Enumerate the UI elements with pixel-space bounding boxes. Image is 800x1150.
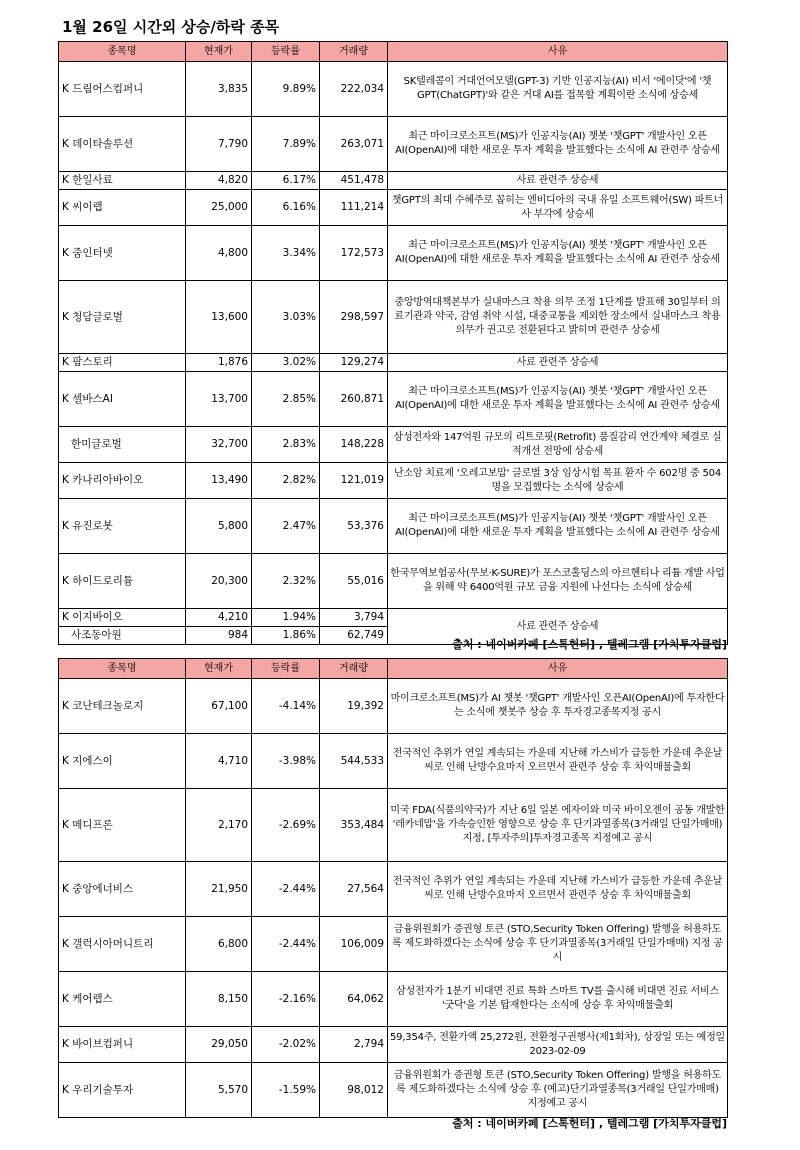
trade-volume: 222,034 [320, 62, 388, 117]
reason-text: 한국무역보험공사(무보·K-SURE)가 포스코홀딩스의 아르헨티나 리튬 개발 사업을 위해 약 6400억원 규모 금융 지원에 나선다는 소식에 상승세 [388, 554, 728, 609]
current-price: 29,050 [186, 1027, 252, 1063]
source-credit: 출처 : 네이버카페 [스톡헌터] , 텔레그램 [가치투자클럽] [452, 1117, 727, 1130]
trade-volume: 263,071 [320, 117, 388, 172]
page-title: 1월 26일 시간외 상승/하락 종목 [62, 18, 280, 36]
current-price: 6,800 [186, 917, 252, 972]
table-row [59, 62, 728, 117]
reason-text: 최근 마이크로소프트(MS)가 인공지능(AI) 챗봇 '챗GPT' 개발사인 오픈AI(OpenAI)에 대한 새로운 투자 계획을 발표했다는 소식에 AI 관련주 상승세 [388, 117, 728, 172]
reason-text: 삼성전자와 147억원 규모의 리트로핏(Retrofit) 품질감리 연간계약 체결로 실적개선 전망에 상승세 [388, 427, 728, 463]
table-row [59, 499, 728, 554]
trade-volume: 298,597 [320, 281, 388, 354]
trade-volume: 172,573 [320, 226, 388, 281]
change-rate: -2.44% [252, 917, 320, 972]
current-price: 13,490 [186, 463, 252, 499]
header-name: 종목명 [59, 42, 186, 62]
table-row [59, 1063, 728, 1118]
stock-name: 한미글로벌 [59, 427, 186, 463]
table-row [59, 789, 728, 862]
stock-name: K 한일사료 [59, 172, 186, 190]
change-rate: 9.89% [252, 62, 320, 117]
header-reason: 사유 [388, 659, 728, 679]
reason-text: 금융위원회가 증권형 토큰 (STO,Security Token Offering) 발행을 허용하도록 제도화하겠다는 소식에 상승 후 단기과열종목(3거래일 단일가매매) 지정 공시 [388, 917, 728, 972]
trade-volume: 2,794 [320, 1027, 388, 1063]
reason-text: 사료 관련주 상승세 [388, 172, 728, 190]
stock-name: K 갤럭시아머니트리 [59, 917, 186, 972]
trade-volume: 64,062 [320, 972, 388, 1027]
header-volume: 거래량 [320, 42, 388, 62]
stock-name: K 데이타솔루션 [59, 117, 186, 172]
trade-volume: 106,009 [320, 917, 388, 972]
reason-text: 삼성전자가 1분기 비대면 진료 특화 스마트 TV를 출시해 비대면 진료 서비스 '굿닥'을 기본 탑재한다는 소식에 상승 후 차익매물출회 [388, 972, 728, 1027]
stock-name: K 케어랩스 [59, 972, 186, 1027]
table-row [59, 463, 728, 499]
trade-volume: 55,016 [320, 554, 388, 609]
current-price: 3,835 [186, 62, 252, 117]
table-row [59, 281, 728, 354]
reason-text: 최근 마이크로소프트(MS)가 인공지능(AI) 챗봇 '챗GPT' 개발사인 오픈AI(OpenAI)에 대한 새로운 투자 계획을 발표했다는 소식에 AI 관련주 상승세 [388, 226, 728, 281]
stock-name: K 지에스이 [59, 734, 186, 789]
reason-text: 사료 관련주 상승세 [388, 354, 728, 372]
change-rate: -3.98% [252, 734, 320, 789]
stock-name: K 셀바스AI [59, 372, 186, 427]
trade-volume: 451,478 [320, 172, 388, 190]
stock-name: K 카나리아바이오 [59, 463, 186, 499]
source-credit: 출처 : 네이버카페 [스톡헌터] , 텔레그램 [가치투자클럽] [452, 638, 727, 651]
reason-text: SK텔레콤이 거대언어모델(GPT-3) 기반 인공지능(AI) 비서 '에이닷'에 '챗GPT(ChatGPT)'와 같은 거대 AI를 접목할 계획이란 소식에 상승세 [388, 62, 728, 117]
stock-name: K 우리기술투자 [59, 1063, 186, 1118]
trade-volume: 544,533 [320, 734, 388, 789]
table-row [59, 354, 728, 372]
change-rate: -1.59% [252, 1063, 320, 1118]
current-price: 4,820 [186, 172, 252, 190]
table-row [59, 117, 728, 172]
change-rate: 3.34% [252, 226, 320, 281]
table-row [59, 917, 728, 972]
stock-name: K 청담글로벌 [59, 281, 186, 354]
trade-volume: 27,564 [320, 862, 388, 917]
stock-name: K 팜스토리 [59, 354, 186, 372]
current-price: 5,570 [186, 1063, 252, 1118]
change-rate: 6.17% [252, 172, 320, 190]
reason-text: 챗GPT의 최대 수혜주로 꼽히는 엔비디아의 국내 유일 소프트웨어(SW) 파트너사 부각에 상승세 [388, 190, 728, 226]
stock-name: K 이지바이오 [59, 609, 186, 627]
stock-name: K 코난테크놀로지 [59, 679, 186, 734]
table-row [59, 427, 728, 463]
change-rate: -2.02% [252, 1027, 320, 1063]
table-row [59, 226, 728, 281]
current-price: 4,800 [186, 226, 252, 281]
table-row [59, 172, 728, 190]
gainers-body [59, 62, 728, 645]
stock-name: K 씨이랩 [59, 190, 186, 226]
trade-volume: 3,794 [320, 609, 388, 627]
change-rate: 6.16% [252, 190, 320, 226]
trade-volume: 19,392 [320, 679, 388, 734]
change-rate: 2.82% [252, 463, 320, 499]
table-row [59, 862, 728, 917]
reason-text: 사료 관련주 상승세 [388, 609, 728, 645]
stock-name: K 메디프론 [59, 789, 186, 862]
current-price: 20,300 [186, 554, 252, 609]
reason-text: 전국적인 추위가 연일 계속되는 가운데 지난해 가스비가 급등한 가운데 추운날씨로 인해 난방수요마저 오르면서 관련주 상승 후 차익매물출회 [388, 734, 728, 789]
change-rate: 7.89% [252, 117, 320, 172]
stock-name: K 바이브컴퍼니 [59, 1027, 186, 1063]
current-price: 984 [186, 627, 252, 645]
change-rate: 2.83% [252, 427, 320, 463]
trade-volume: 121,019 [320, 463, 388, 499]
stock-name: K 하이드로리튬 [59, 554, 186, 609]
trade-volume: 129,274 [320, 354, 388, 372]
current-price: 32,700 [186, 427, 252, 463]
trade-volume: 111,214 [320, 190, 388, 226]
table-row [59, 609, 728, 627]
table-header-row [59, 42, 728, 62]
stock-name: K 줌인터넷 [59, 226, 186, 281]
stock-name: 사조동아원 [59, 627, 186, 645]
current-price: 13,600 [186, 281, 252, 354]
table-row [59, 554, 728, 609]
change-rate: 1.94% [252, 609, 320, 627]
current-price: 1,876 [186, 354, 252, 372]
header-price: 현재가 [186, 42, 252, 62]
table-row [59, 734, 728, 789]
header-name: 종목명 [59, 659, 186, 679]
gainers-table [58, 41, 728, 645]
reason-text: 59,354주, 전환가액 25,272원, 전환청구권행사(제1회차), 상장일 또는 예정일 2023-02-09 [388, 1027, 728, 1063]
current-price: 13,700 [186, 372, 252, 427]
table-row [59, 972, 728, 1027]
reason-text: 금융위원회가 증권형 토큰 (STO,Security Token Offering) 발행을 허용하도록 제도화하겠다는 소식에 상승 후 (예고)단기과열종목(3거래일 단일가매매) 지정예고 공시 [388, 1063, 728, 1118]
header-change: 등락률 [252, 42, 320, 62]
current-price: 7,790 [186, 117, 252, 172]
current-price: 4,710 [186, 734, 252, 789]
reason-text: 난소암 치료제 '오레고보맙' 글로벌 3상 임상시험 목표 환자 수 602명 중 504명을 모집했다는 소식에 상승세 [388, 463, 728, 499]
change-rate: 2.32% [252, 554, 320, 609]
losers-body [59, 679, 728, 1118]
current-price: 21,950 [186, 862, 252, 917]
stock-name: K 유진로봇 [59, 499, 186, 554]
table-header-row [59, 659, 728, 679]
reason-text: 마이크로소프트(MS)가 AI 챗봇 '챗GPT' 개발사인 오픈AI(OpenAI)에 투자한다는 소식에 챗봇주 상승 후 투자경고종목지정 공시 [388, 679, 728, 734]
trade-volume: 98,012 [320, 1063, 388, 1118]
table-row [59, 1027, 728, 1063]
reason-text: 전국적인 추위가 연일 계속되는 가운데 지난해 가스비가 급등한 가운데 추운날씨로 인해 난방수요마저 오르면서 관련주 상승 후 차익매물출회 [388, 862, 728, 917]
trade-volume: 62,749 [320, 627, 388, 645]
header-price: 현재가 [186, 659, 252, 679]
change-rate: -2.44% [252, 862, 320, 917]
table-row [59, 679, 728, 734]
change-rate: -2.69% [252, 789, 320, 862]
current-price: 67,100 [186, 679, 252, 734]
current-price: 8,150 [186, 972, 252, 1027]
header-reason: 사유 [388, 42, 728, 62]
trade-volume: 353,484 [320, 789, 388, 862]
header-change: 등락률 [252, 659, 320, 679]
current-price: 25,000 [186, 190, 252, 226]
header-volume: 거래량 [320, 659, 388, 679]
losers-table [58, 658, 728, 1118]
change-rate: 2.85% [252, 372, 320, 427]
current-price: 4,210 [186, 609, 252, 627]
change-rate: 3.03% [252, 281, 320, 354]
change-rate: 1.86% [252, 627, 320, 645]
reason-text: 최근 마이크로소프트(MS)가 인공지능(AI) 챗봇 '챗GPT' 개발사인 오픈AI(OpenAI)에 대한 새로운 투자 계획을 발표했다는 소식에 AI 관련주 상승세 [388, 499, 728, 554]
trade-volume: 260,871 [320, 372, 388, 427]
reason-text: 중앙방역대책본부가 실내마스크 착용 의무 조정 1단계를 발표해 30일부터 의료기관과 약국, 감염 취약 시설, 대중교통을 제외한 장소에서 실내마스크 착용 의무가 권고로 전환된다고 밝히며 관련주 상승세 [388, 281, 728, 354]
change-rate: -2.16% [252, 972, 320, 1027]
trade-volume: 53,376 [320, 499, 388, 554]
change-rate: -4.14% [252, 679, 320, 734]
stock-name: K 중앙에너비스 [59, 862, 186, 917]
table-row [59, 372, 728, 427]
reason-text: 미국 FDA(식품의약국)가 지난 6일 일본 에자이와 미국 바이오젠이 공동 개발한 '레카네맙'을 가속승인한 영향으로 상승 후 단기과열종목(3거래일 단일가매매) 지정, [투자주의]투자경고종목 지정예고 공시 [388, 789, 728, 862]
current-price: 5,800 [186, 499, 252, 554]
current-price: 2,170 [186, 789, 252, 862]
reason-text: 최근 마이크로소프트(MS)가 인공지능(AI) 챗봇 '챗GPT' 개발사인 오픈AI(OpenAI)에 대한 새로운 투자 계획을 발표했다는 소식에 AI 관련주 상승세 [388, 372, 728, 427]
change-rate: 3.02% [252, 354, 320, 372]
stock-name: K 드림어스컴퍼니 [59, 62, 186, 117]
change-rate: 2.47% [252, 499, 320, 554]
table-row [59, 190, 728, 226]
trade-volume: 148,228 [320, 427, 388, 463]
